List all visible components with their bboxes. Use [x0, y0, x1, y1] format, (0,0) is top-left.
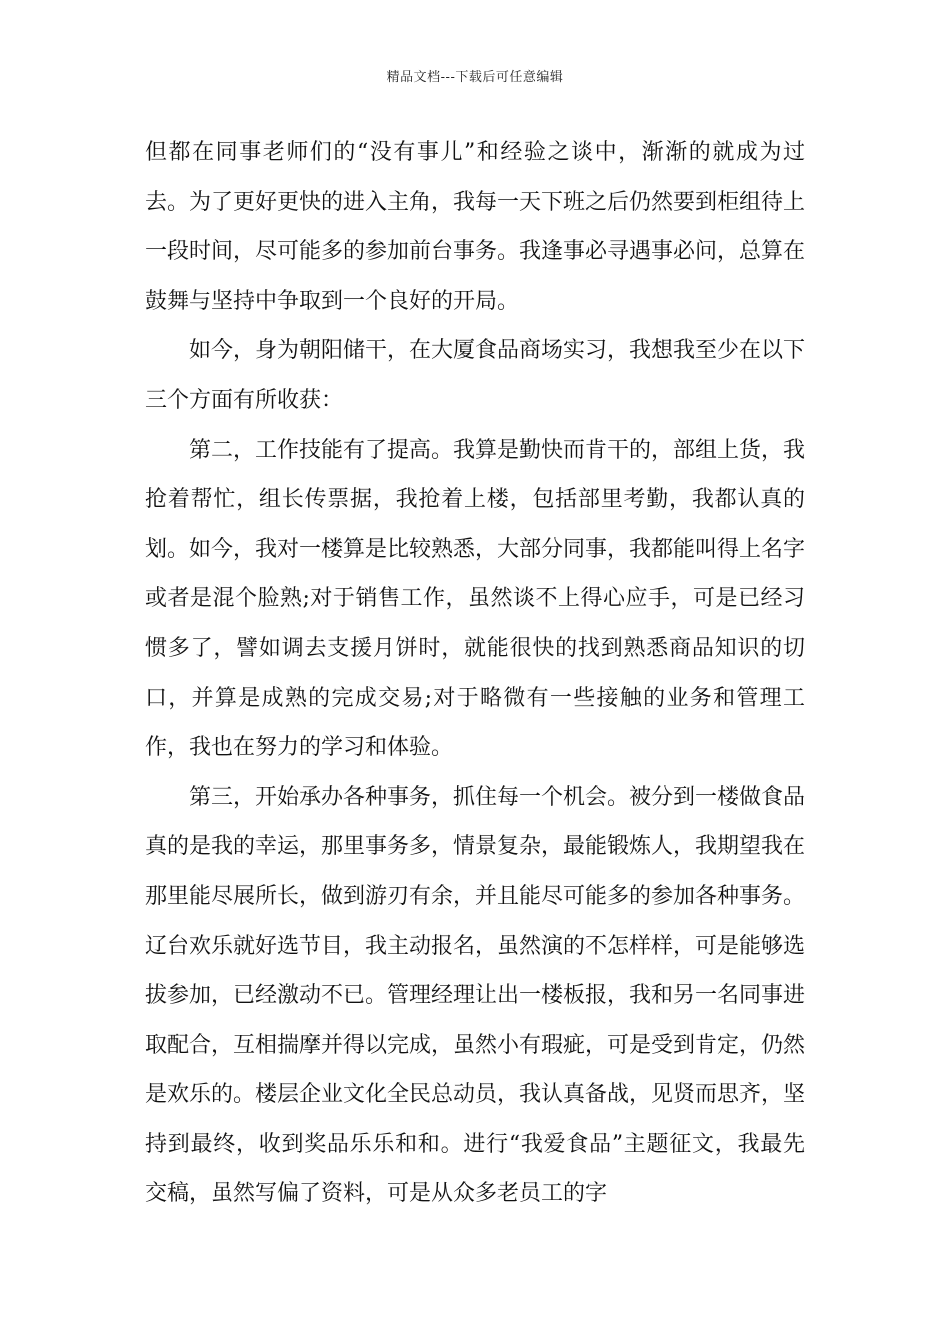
paragraph-2: 如今，身为朝阳储干，在大厦食品商场实习，我想我至少在以下三个方面有所收获：: [145, 338, 806, 413]
paragraph-4: 第三，开始承办各种事务，抓住每一个机会。被分到一楼做食品真的是我的幸运，那里事务多，情景复杂，最能锻炼人，我期望我在那里能尽展所长，做到游刃有余，并且能尽可能多的参加各种事务。辽台欢乐就好选节目，我主动报名，虽然演的不怎样样，可是能够选拔参加，已经激动不已。管理经理让出一楼板报，我和另一名同事进取配合，互相揣摩并得以完成，虽然小有瑕疵，可是受到肯定，仍然是欢乐的。楼层企业文化全民总动员，我认真备战，见贤而思齐，坚持到最终，收到奖品乐乐和和。进行“我爱食品”主题征文，我最先交稿，虽然写偏了资料，可是从众多老员工的字: [145, 784, 806, 1207]
page-header: 精品文档---下载后可任意编辑: [386, 70, 564, 85]
paragraph-3: 第二，工作技能有了提高。我算是勤快而肯干的，部组上货，我抢着帮忙，组长传票据，我抢着上楼，包括部里考勤，我都认真的划。如今，我对一楼算是比较熟悉，大部分同事，我都能叫得上名字或者是混个脸熟;对于销售工作，虽然谈不上得心应手，可是已经习惯多了，譬如调去支援月饼时，就能很快的找到熟悉商品知识的切口，并算是成熟的完成交易;对于略微有一些接触的业务和管理工作，我也在努力的学习和体验。: [145, 437, 806, 761]
document-body: [145, 128, 805, 1219]
paragraph-1: 但都在同事老师们的“没有事儿”和经验之谈中，渐渐的就成为过去。为了更好更快的进入主角，我每一天下班之后仍然要到柜组待上一段时间，尽可能多的参加前台事务。我逢事必寻遇事必问，总算在鼓舞与坚持中争取到一个良好的开局。: [145, 140, 806, 314]
